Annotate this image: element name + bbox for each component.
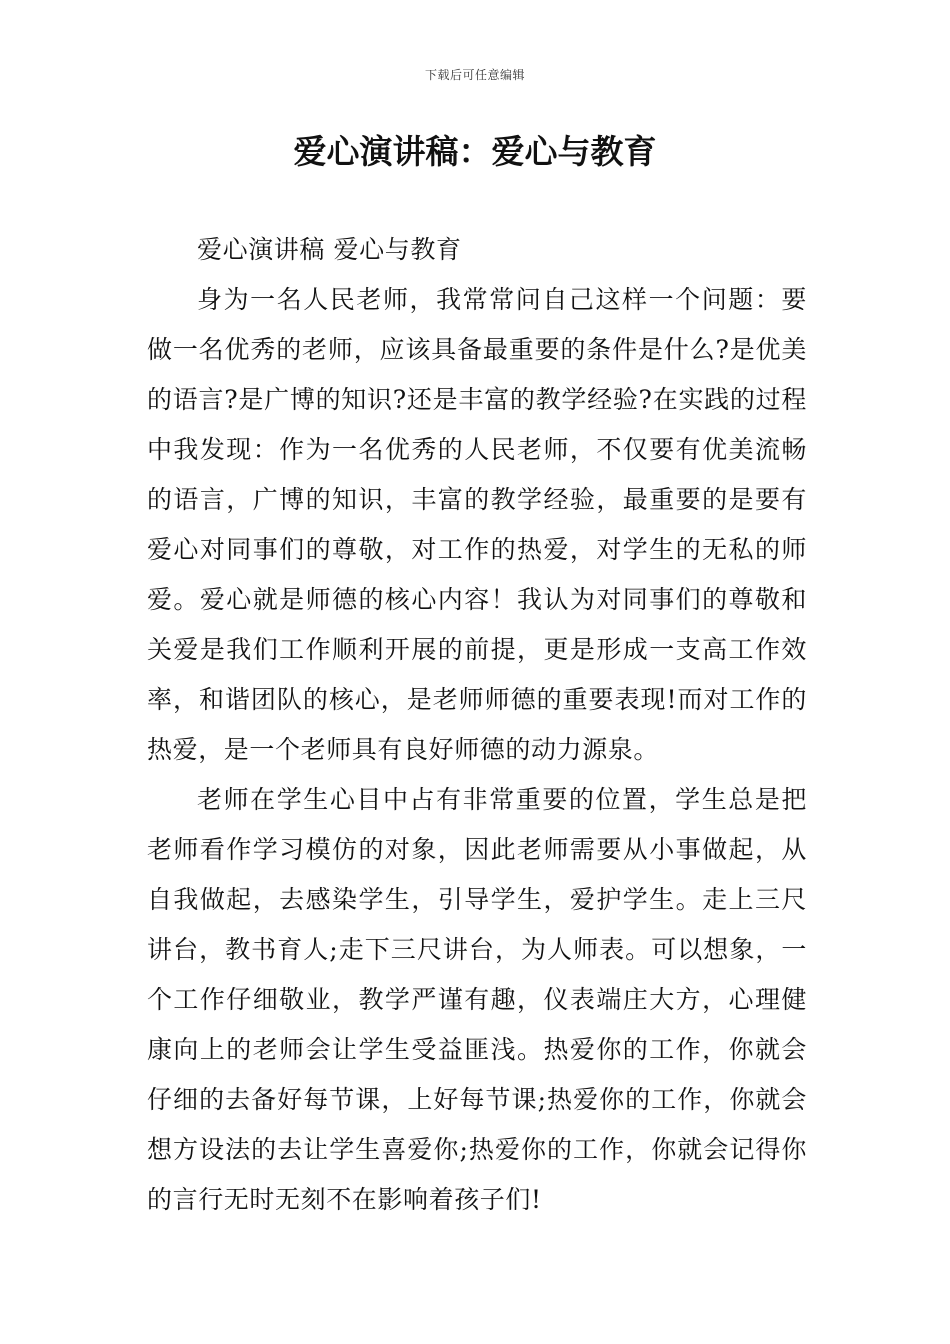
document-body (147, 225, 807, 1225)
paragraph-subtitle: 爱心演讲稿 爱心与教育 (197, 235, 462, 264)
paragraph: 身为一名人民老师，我常常问自己这样一个问题：要做一名优秀的老师，应该具备最重要的条件是什么?是优美的语言?是广博的知识?还是丰富的教学经验?在实践的过程中我发现：作为一名优秀的人民老师，不仅要有优美流畅的语言，广博的知识，丰富的教学经验，最重要的是要有爱心对同事们的尊敬，对工作的热爱，对学生的无私的师爱。爱心就是师德的核心内容！我认为对同事们的尊敬和关爱是我们工作顺利开展的前提，更是形成一支高工作效率，和谐团队的核心，是老师师德的重要表现!而对工作的热爱，是一个老师具有良好师德的动力源泉。 (147, 285, 807, 764)
header-note: 下载后可任意编辑 (424, 68, 525, 82)
paragraph: 老师在学生心目中占有非常重要的位置，学生总是把老师看作学习模仿的对象，因此老师需要从小事做起，从自我做起，去感染学生，引导学生，爱护学生。走上三尺讲台，教书育人;走下三尺讲台，为人师表。可以想象，一个工作仔细敬业，教学严谨有趣，仪表端庄大方，心理健康向上的老师会让学生受益匪浅。热爱你的工作，你就会仔细的去备好每节课，上好每节课;热爱你的工作，你就会想方设法的去让学生喜爱你;热爱你的工作，你就会记得你的言行无时无刻不在影响着孩子们! (147, 785, 807, 1214)
document-title: 爱心演讲稿：爱心与教育 (293, 132, 657, 171)
